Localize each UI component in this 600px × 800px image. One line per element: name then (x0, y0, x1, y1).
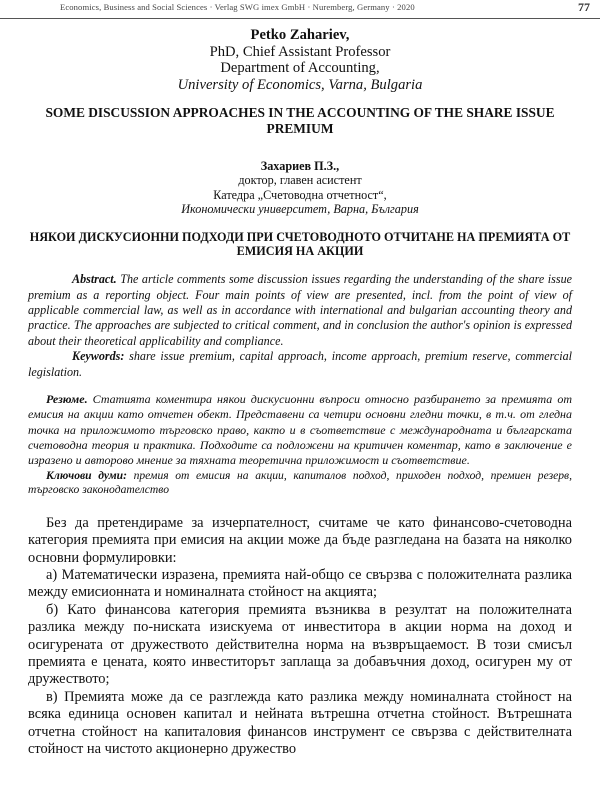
abstract-en (28, 272, 572, 349)
author-name-bg: Захариев П.З., (260, 159, 340, 173)
paper-title-en: SOME DISCUSSION APPROACHES IN THE ACCOUNTING OF THE SHARE ISSUE PREMIUM (45, 105, 555, 136)
abstract-label-bg: Резюме. (46, 392, 88, 407)
keywords-bg (28, 469, 572, 498)
abstract-label-en: Abstract. (72, 272, 117, 287)
keywords-en (28, 349, 572, 380)
page-number: 77 (578, 0, 590, 14)
running-header (0, 0, 600, 19)
keywords-label-bg: Ключови думи: (46, 468, 127, 482)
abstract-text-bg: Статията коментира някои дискусионни въпроси относно разбирането за премията от емисия на акции като отчетен обект. Представени са четири основни гледни точки, в т.ч. от гледна точка на приложимото търговско право, както и в съответствие с международната и българската счетоводна теория и практика. Подходите са подложени на критичен коментар, като в заключение е изразено и авторово мнение за тяхната теоретична приложимост и съответствие. (28, 392, 572, 468)
body-text (28, 515, 572, 759)
author-university-bg: Икономически университет, Варна, България (181, 201, 419, 216)
keywords-text-bg: премия от емисия на акции, капиталов подход, приходен подход, премиен резерв, търговско законодателство (28, 468, 572, 497)
keywords-text-en: share issue premium, capital approach, income approach, premium reserve, commercial legislation. (28, 349, 572, 379)
keywords-label-en: Keywords: (72, 349, 125, 364)
body-paragraph: Без да претендираме за изчерпателност, считаме че като финансово-счетоводна категория премията при емисия на акции може да бъде разгледана на базата на няколко основни формулировки: (28, 514, 572, 566)
author-position-bg: доктор, главен асистент (238, 173, 362, 188)
abstract-bg (28, 392, 572, 468)
author-block-en (28, 27, 572, 93)
author-position-en: PhD, Chief Assistant Professor (209, 43, 391, 60)
author-department-bg: Катедра „Счетоводна отчетност“, (213, 187, 387, 202)
author-department-en: Department of Accounting, (220, 60, 380, 76)
running-header-text: Economics, Business and Social Sciences · Verlag SWG imex GmbH · Nuremberg, Germany · 2020 (60, 2, 415, 12)
paper-title-bg: НЯКОИ ДИСКУСИОННИ ПОДХОДИ ПРИ СЧЕТОВОДНОТО ОТЧИТАНЕ НА ПРЕМИЯТА ОТ ЕМИСИЯ НА АКЦИИ (29, 230, 571, 259)
body-paragraph: б) Като финансова категория премията възниква в резултат на положителната разлика между по-ниската изискуема от инвеститора в акции норма на доход и осигурената от дружеството действителна норма на възвръщаемост. В този смисъл премията е цената, която инвеститорът заплаща за добавъчния доход, осигурен му от дружеството; (28, 601, 572, 688)
body-paragraph: в) Премията може да се разглежда като разлика между номиналната стойност на всяка единица основен капитал и нейната вътрешна отчетна стойност. Вътрешната отчетна стойност на капиталовия финансов инструмент се свързва с действителната стойност на чистото акционерно дружество (28, 688, 572, 757)
author-name-en: Petko Zahariev, (250, 27, 350, 43)
paper-content (28, 27, 572, 758)
author-block-bg (28, 159, 572, 216)
abstract-text-en: The article comments some discussion issues regarding the understanding of the share issue premium as a reporting object. Four main points of view are presented, incl. from the point of view of applicable commercial law, as well as in accordance with international and bulgarian accounting theory and practice. The approaches are subjected to critical comment, and in conclusion the author's opinion is expressed about their theoretical applicability and compliance. (28, 272, 572, 348)
body-paragraph: а) Математически изразена, премията най-общо се свързва с положителната разлика между емисионната и номиналната стойност на акцията; (28, 566, 572, 601)
author-university-en: University of Economics, Varna, Bulgaria (177, 76, 423, 93)
